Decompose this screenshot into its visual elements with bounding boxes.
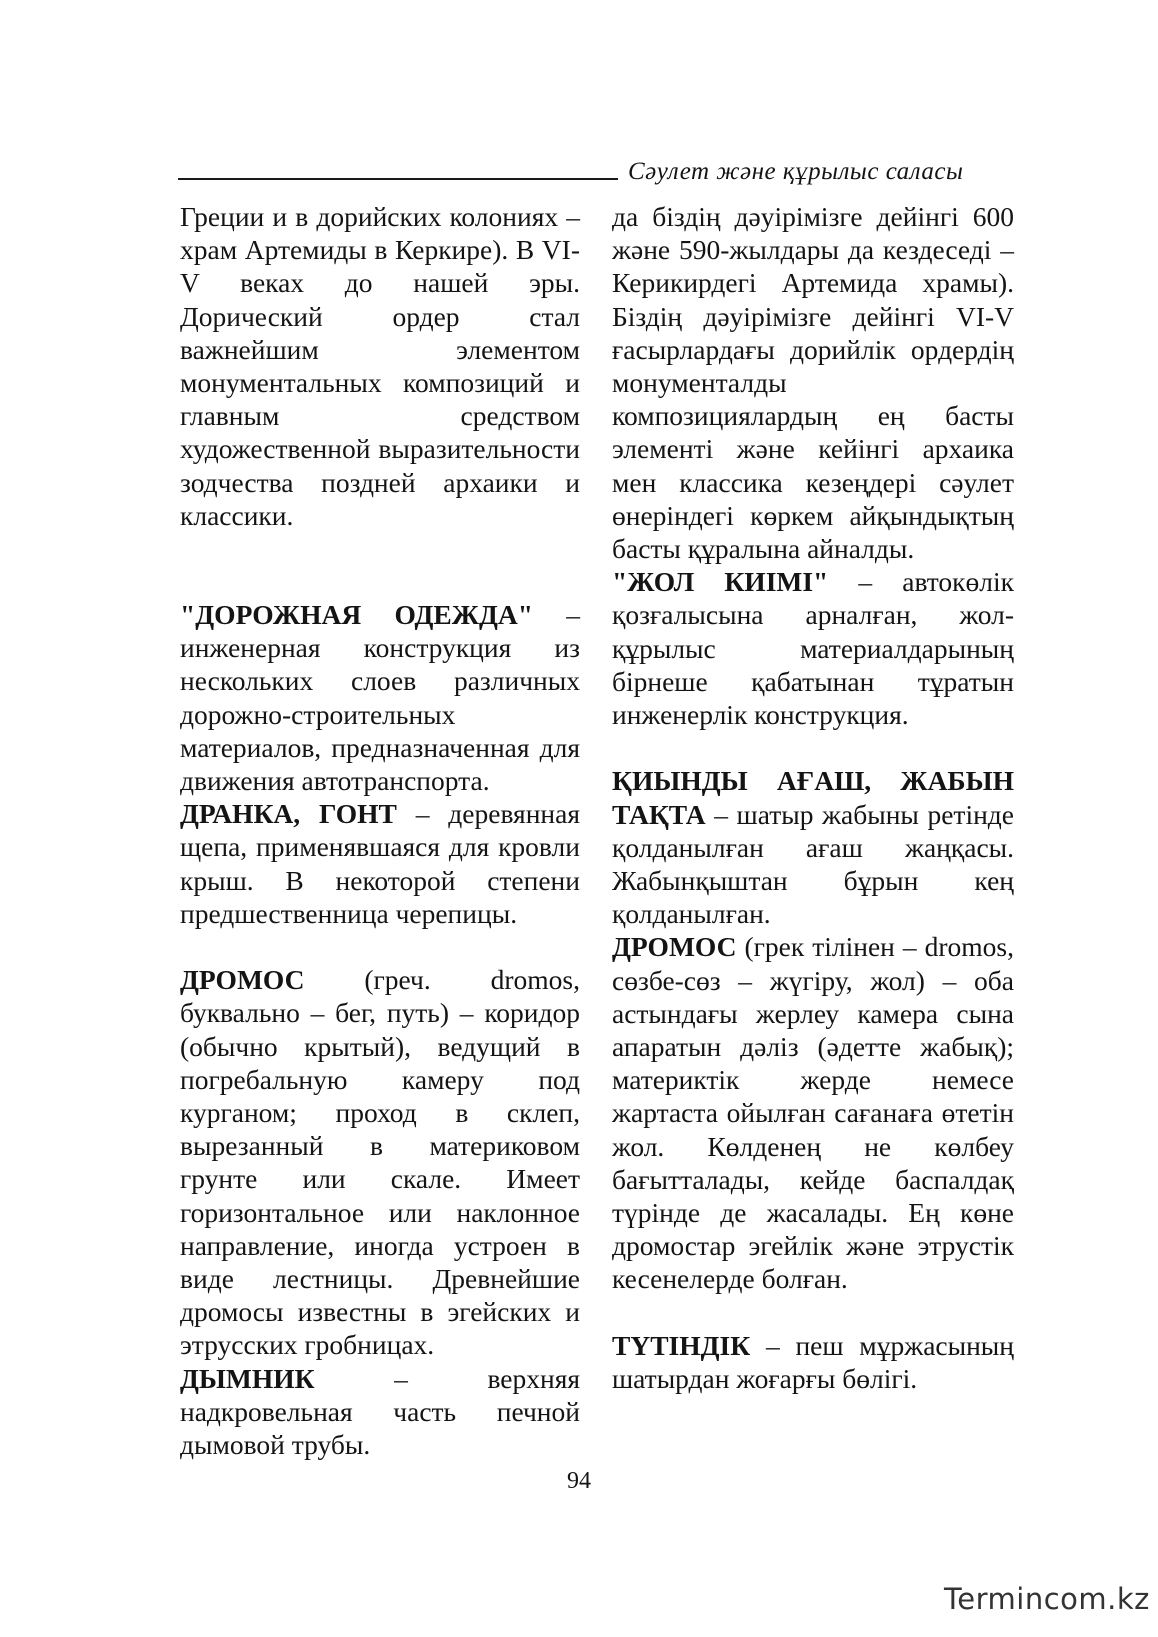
left-column-russian [180, 200, 580, 1461]
entry-definition: – шатыр жабыны ретінде қолданылған ағаш жаңқасы. Жабынқыштан бұрын кең қолданылған. [612, 798, 1014, 930]
entry-term: ДРАНКА, ГОНТ [180, 798, 397, 830]
entry-definition: – автокөлік қозғалысына арналған, жол-құрылыс материалдарының бірнеше қабатынан тұратын инженерлік конструкция. [612, 566, 1014, 731]
spacer [612, 731, 1014, 764]
entry-term: ДРОМОС [612, 931, 737, 963]
entry-definition: – деревянная щепа, применявшаяся для кровли крыш. В некоторой степени предшественница черепицы. [180, 798, 580, 929]
page-number: 94 [567, 1468, 591, 1494]
entry-definition: – пеш мұржасының шатырдан жоғарғы бөлігі. [612, 1329, 1014, 1395]
spacer [180, 532, 580, 598]
entry-term: ТҮТІНДІК [612, 1329, 751, 1361]
entry-qiyndy-agash [612, 764, 1014, 930]
entry-dromos [180, 963, 580, 1361]
entry-dranka-gont [180, 797, 580, 930]
entry-definition: – инженерная конструкция из нескольких слоев различных дорожно-строительных материалов, предназначенная для движения автотранспорта. [180, 599, 580, 797]
continued-paragraph: Греции и в дорийских колониях – храм Артемиды в Керкире). В VI-V веках до нашей эры. Дорический ордер стал важнейшим элементом монументальных композиций и главным средством художественной выразительности зодчества поздней архаики и классики. [180, 201, 580, 531]
entry-zhol-kiimi [612, 565, 1014, 731]
spacer [612, 1296, 1014, 1329]
entry-term: ДРОМОС [180, 964, 305, 996]
entry-tutindik [612, 1329, 1014, 1395]
entry-term: "ДОРОЖНАЯ ОДЕЖДА" [180, 599, 533, 631]
entry-definition: (греч. dromos, буквально – бег, путь) – коридор (обычно крытый), ведущий в погребальную камеру под курганом; проход в склеп, вырезанный в материковом грунте или скале. Имеет горизонтальное или наклонное направление, иногда устроен в виде лестницы. Древнейшие дромосы известны в эгейских и этрусских гробницах. [180, 964, 580, 1361]
entry-dorozhnaya-odezhda [180, 598, 580, 797]
entry-definition: – верхняя надкровельная часть печной дымовой трубы. [180, 1362, 580, 1461]
entry-dromos-kz [612, 930, 1014, 1295]
entry-term: "ЖОЛ КИІМІ" [612, 566, 829, 598]
entry-definition: (грек тілінен – dromos, сөзбе-сөз – жүгіру, жол) – оба астындағы жерлеу камера сына апаратын дəліз (əдетте жабық); материктік жерде немесе жартаста ойылған сағанаға өтетін жол. Көлденең не көлбеу бағытталады, кейде баспалдақ түрінде де жасалады. Ең көне дромостар эгейлік жəне этрустік кесенелерде болған. [612, 931, 1014, 1295]
running-header: Сәулет және құрылыс саласы [628, 158, 964, 185]
right-column-kazakh [612, 200, 1014, 1395]
header-rule [178, 178, 618, 180]
entry-term: ДЫМНИК [180, 1362, 315, 1394]
entry-dymnik [180, 1362, 580, 1462]
watermark-logo: Termincom.kz [944, 1582, 1150, 1616]
spacer [180, 930, 580, 963]
continued-paragraph: да біздің дəуірімізге дейінгі 600 жəне 590-жылдары да кездеседі – Керикирдегі Артемида храмы). Біздің дəуірімізге дейінгі VI-V ғасырлардағы дорийлік ордердің монументалды композициялардың ең басты элементі жəне кейінгі архаика мен классика кезеңдері сəулет өнеріндегі көркем айқындықтың басты құралына айналды. [612, 201, 1014, 565]
entry-term: ҚИЫНДЫ АҒАШ, ЖАБЫН ТАҚТА [612, 765, 1014, 830]
